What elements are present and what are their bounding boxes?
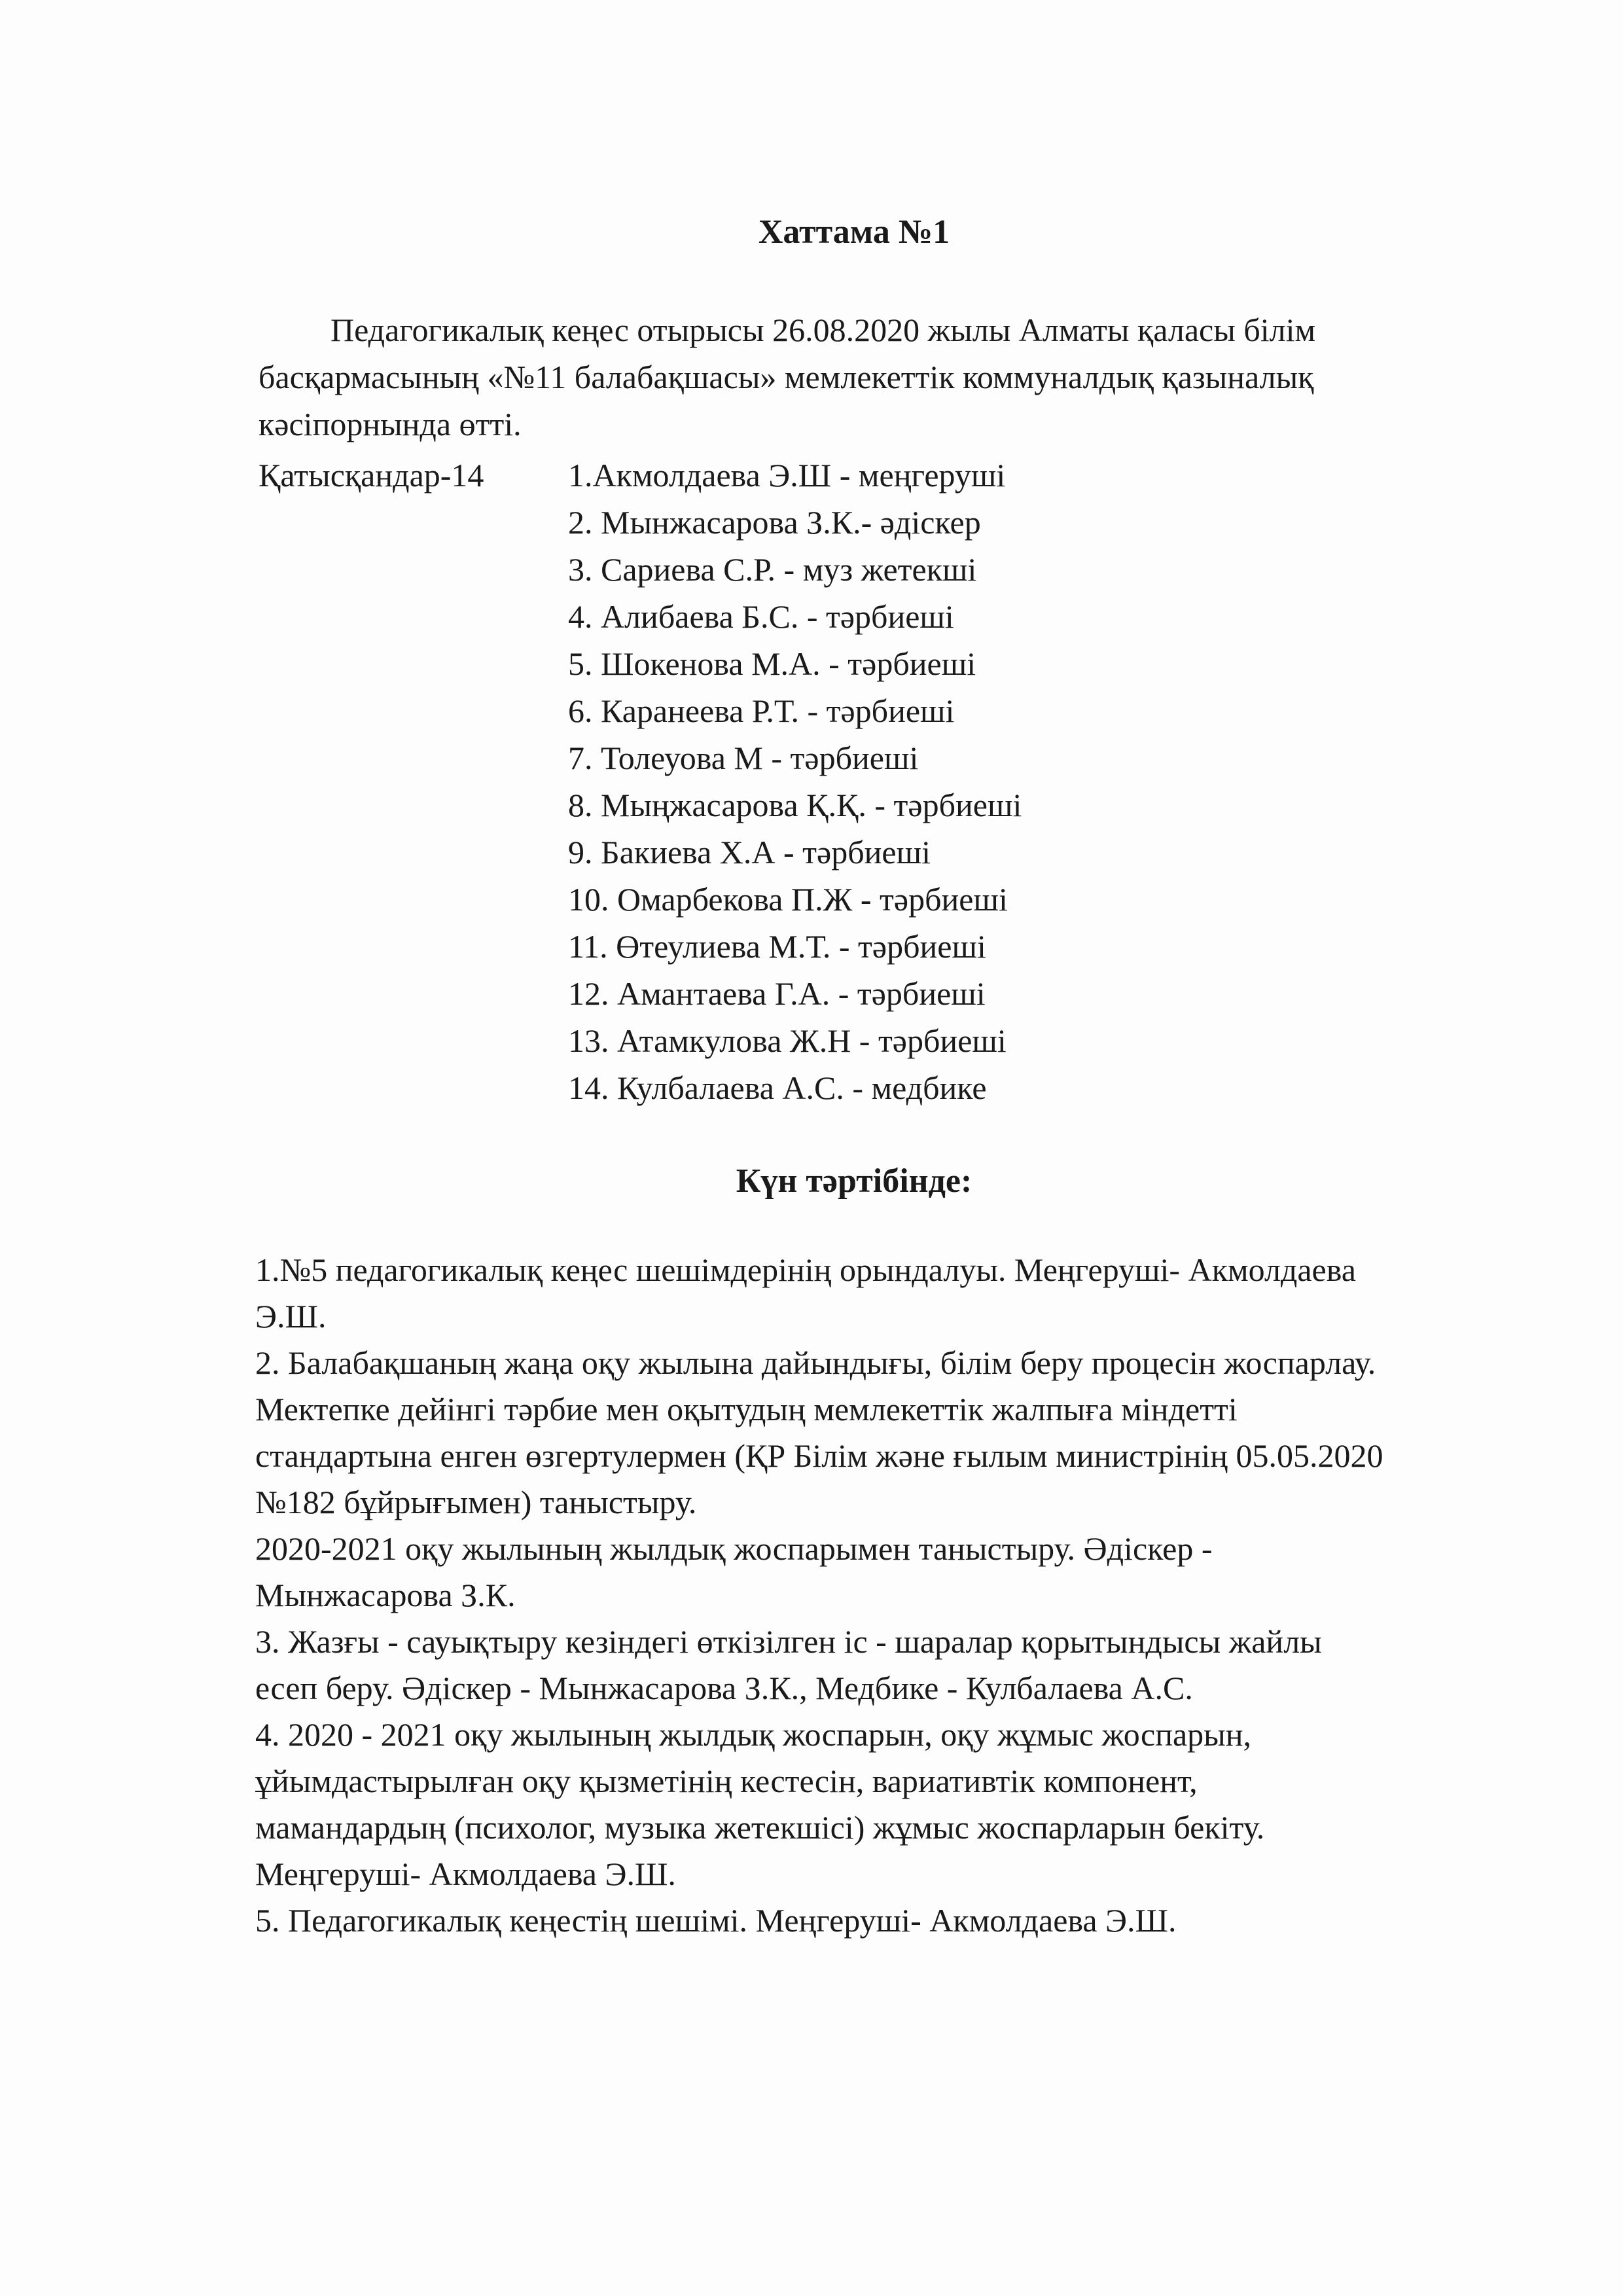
participant-item: 10. Омарбекова П.Ж - тәрбиеші [568,881,1008,918]
intro-line: кәсіпорнында өтті. [259,406,522,442]
agenda-line: стандартына енген өзгертулермен (ҚР Білім және ғылым министрінің 05.05.2020 [255,1437,1383,1474]
agenda-line: Мектепке дейінгі тәрбие мен оқытудың мемлекеттік жалпыға міндетті [255,1391,1238,1427]
participants-list [568,452,1022,1111]
agenda-body [255,1247,1590,1944]
participant-item: 3. Сариева С.Р. - муз жетекші [568,551,977,588]
agenda-line: ұйымдастырылған оқу қызметінің кестесін, вариативтік компонент, [255,1763,1198,1799]
agenda-line: 1.№5 педагогикалық кеңес шешімдерінің орындалуы. Меңгеруші- Акмолдаева [255,1251,1356,1288]
intro-paragraph [259,306,1541,448]
agenda-line: есеп беру. Әдіскер - Мынжасарова З.К., Медбике - Кулбалаева А.С. [255,1670,1193,1706]
agenda-line: Э.Ш. [255,1298,327,1335]
participant-item: 9. Бакиева Х.А - тәрбиеші [568,834,931,870]
participant-item: 4. Алибаева Б.С. - тәрбиеші [568,598,954,635]
agenda-line: №182 бұйрығымен) таныстыру. [255,1484,697,1520]
participant-item: 1.Акмолдаева Э.Ш - меңгеруші [568,457,1006,493]
participant-item: 5. Шокенова М.А. - тәрбиеші [568,645,976,682]
agenda-line: 4. 2020 - 2021 оқу жылының жылдық жоспарын, оқу жұмыс жоспарын, [255,1716,1251,1753]
participant-item: 8. Мыңжасарова Қ.Қ. - тәрбиеші [568,787,1022,823]
participant-item: 13. Атамкулова Ж.Н - тәрбиеші [568,1022,1007,1059]
agenda-line: 3. Жазғы - сауықтыру кезіндегі өткізілген іс - шаралар қорытындысы жайлы [255,1623,1322,1660]
participant-item: 6. Каранеева Р.Т. - тәрбиеші [568,692,955,729]
participant-item: 2. Мынжасарова З.К.- әдіскер [568,504,981,541]
agenda-line: 5. Педагогикалық кеңестің шешімі. Меңгеруші- Акмолдаева Э.Ш. [255,1902,1177,1939]
agenda-line: Меңгеруші- Акмолдаева Э.Ш. [255,1856,676,1892]
agenda-line: 2. Балабақшаның жаңа оқу жылына дайындығы, білім беру процесін жоспарлау. [255,1344,1376,1381]
document-title: Хаттама №1 [758,213,950,251]
agenda-line: Мынжасарова З.К. [255,1577,516,1613]
agenda-line: мамандардың (психолог, музыка жетекшісі) жұмыс жоспарларын бекіту. [255,1809,1265,1846]
agenda-line: 2020-2021 оқу жылының жылдық жоспарымен таныстыру. Әдіскер - [255,1530,1213,1567]
participant-item: 11. Өтеулиева М.Т. - тәрбиеші [568,928,986,965]
participant-item: 7. Толеуова М - тәрбиеші [568,740,919,776]
participant-item: 12. Амантаева Г.А. - тәрбиеші [568,975,986,1012]
intro-line: Педагогикалық кеңес отырысы 26.08.2020 жылы Алматы қаласы білім [330,312,1316,348]
agenda-title: Күн тәртібінде: [736,1162,972,1200]
intro-line: басқармасының «№11 балабақшасы» мемлекеттік коммуналдық қазыналық [259,359,1314,395]
participant-item: 14. Кулбалаева А.С. - медбике [568,1069,987,1106]
participants-label: Қатысқандар-14 [259,457,484,493]
